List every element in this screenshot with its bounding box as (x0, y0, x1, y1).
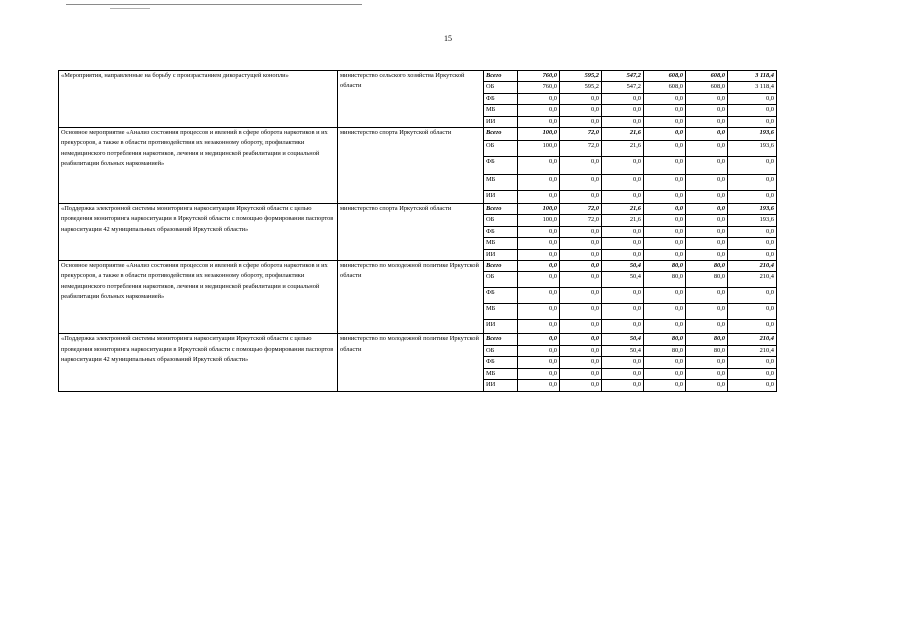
executor-cell (338, 204, 484, 261)
year-value: 0,0 (686, 116, 728, 127)
total-value: 0,0 (728, 249, 777, 260)
year-value: 0,0 (518, 105, 560, 116)
year-value: 547,2 (602, 71, 644, 82)
activity-name-cell (59, 204, 338, 261)
year-value: 0,0 (644, 204, 686, 215)
funding-source: ОБ (484, 272, 518, 288)
year-value: 0,0 (686, 380, 728, 391)
year-value: 21,6 (602, 204, 644, 215)
year-value: 0,0 (644, 288, 686, 304)
funding-source: ФБ (484, 93, 518, 104)
year-value: 0,0 (602, 304, 644, 320)
total-value: 210,4 (728, 261, 777, 272)
year-value: 0,0 (518, 226, 560, 237)
funding-source: ФБ (484, 226, 518, 237)
year-value: 0,0 (602, 105, 644, 116)
year-value: 50,4 (602, 261, 644, 272)
year-value: 0,0 (602, 288, 644, 304)
total-value: 0,0 (728, 320, 777, 334)
year-value: 0,0 (518, 175, 560, 191)
year-value: 0,0 (602, 380, 644, 391)
year-value: 0,0 (518, 357, 560, 368)
year-value: 0,0 (644, 215, 686, 226)
activity-name: «Поддержка электронной системы мониторинга наркоситуации Иркутской области с целью проведения мониторинга наркоситуации в Иркутской области с помощью формирования паспортов наркоситуации 42 муниципальных образований Иркутской области» (61, 205, 334, 233)
total-value: 193,6 (728, 215, 777, 226)
year-value: 0,0 (518, 320, 560, 334)
funding-source: ИИ (484, 116, 518, 127)
year-value: 0,0 (602, 357, 644, 368)
funding-source: Всего (484, 128, 518, 141)
executor-cell (338, 334, 484, 391)
year-value: 0,0 (644, 226, 686, 237)
year-value: 80,0 (686, 345, 728, 356)
year-value: 0,0 (518, 261, 560, 272)
year-value: 0,0 (602, 226, 644, 237)
funding-source: Всего (484, 71, 518, 82)
year-value: 0,0 (602, 191, 644, 204)
year-value: 0,0 (686, 249, 728, 260)
year-value: 0,0 (686, 288, 728, 304)
year-value: 0,0 (686, 175, 728, 191)
year-value: 0,0 (518, 304, 560, 320)
year-value: 0,0 (560, 175, 602, 191)
activity-name-cell (59, 261, 338, 334)
funding-source: ОБ (484, 215, 518, 226)
year-value: 0,0 (518, 249, 560, 260)
year-value: 0,0 (560, 157, 602, 175)
year-value: 0,0 (644, 175, 686, 191)
funding-source: ФБ (484, 288, 518, 304)
total-value: 0,0 (728, 226, 777, 237)
funding-source: ИИ (484, 320, 518, 334)
year-value: 80,0 (686, 261, 728, 272)
year-value: 0,0 (560, 380, 602, 391)
year-value: 80,0 (644, 261, 686, 272)
funding-source: МБ (484, 238, 518, 249)
year-value: 0,0 (518, 380, 560, 391)
year-value: 0,0 (686, 238, 728, 249)
year-value: 0,0 (560, 368, 602, 379)
year-value: 0,0 (644, 368, 686, 379)
year-value: 0,0 (560, 357, 602, 368)
year-value: 100,0 (518, 204, 560, 215)
year-value: 547,2 (602, 82, 644, 93)
year-value: 50,4 (602, 334, 644, 345)
year-value: 21,6 (602, 128, 644, 141)
year-value: 50,4 (602, 345, 644, 356)
year-value: 72,0 (560, 204, 602, 215)
total-value: 0,0 (728, 304, 777, 320)
executor-name: министерство по молодежной политике Иркутской области (340, 262, 479, 280)
year-value: 80,0 (644, 345, 686, 356)
year-value: 0,0 (518, 368, 560, 379)
funding-source: ОБ (484, 82, 518, 93)
year-value: 80,0 (686, 272, 728, 288)
year-value: 0,0 (560, 334, 602, 345)
year-value: 0,0 (686, 191, 728, 204)
executor-name: министерство по молодежной политике Иркутской области (340, 335, 479, 353)
table-row-total (59, 204, 777, 215)
total-value: 0,0 (728, 105, 777, 116)
year-value: 0,0 (644, 141, 686, 157)
year-value: 0,0 (686, 105, 728, 116)
funding-source: МБ (484, 304, 518, 320)
year-value: 0,0 (644, 116, 686, 127)
table-row-total (59, 71, 777, 82)
year-value: 0,0 (560, 288, 602, 304)
year-value: 0,0 (644, 320, 686, 334)
year-value: 0,0 (560, 304, 602, 320)
year-value: 0,0 (686, 157, 728, 175)
year-value: 595,2 (560, 82, 602, 93)
year-value: 80,0 (686, 334, 728, 345)
year-value: 0,0 (602, 116, 644, 127)
year-value: 0,0 (686, 204, 728, 215)
total-value: 0,0 (728, 357, 777, 368)
year-value: 0,0 (518, 238, 560, 249)
funding-source: ФБ (484, 157, 518, 175)
activity-name: Основное мероприятие «Анализ состояния процессов и явлений в сфере оборота наркотиков и их прекурсоров, а также в области противодействия их незаконному обороту, профилактики немедицинского потребления наркотиков, лечения и медицинской реабилитации и социальной реабилитации больных наркоманией» (61, 129, 328, 168)
year-value: 0,0 (686, 141, 728, 157)
year-value: 0,0 (518, 345, 560, 356)
total-value: 0,0 (728, 116, 777, 127)
total-value: 0,0 (728, 238, 777, 249)
year-value: 0,0 (560, 345, 602, 356)
funding-source: МБ (484, 175, 518, 191)
year-value: 100,0 (518, 215, 560, 226)
year-value: 0,0 (644, 105, 686, 116)
total-value: 193,6 (728, 141, 777, 157)
year-value: 608,0 (644, 82, 686, 93)
table-row-total (59, 334, 777, 345)
year-value: 0,0 (560, 261, 602, 272)
year-value: 0,0 (686, 226, 728, 237)
year-value: 608,0 (644, 71, 686, 82)
year-value: 72,0 (560, 141, 602, 157)
year-value: 0,0 (560, 116, 602, 127)
year-value: 50,4 (602, 272, 644, 288)
year-value: 0,0 (644, 93, 686, 104)
funding-source: Всего (484, 334, 518, 345)
total-value: 0,0 (728, 191, 777, 204)
activity-name-cell (59, 334, 338, 391)
year-value: 0,0 (602, 238, 644, 249)
year-value: 72,0 (560, 128, 602, 141)
year-value: 0,0 (644, 191, 686, 204)
year-value: 0,0 (518, 93, 560, 104)
year-value: 0,0 (518, 116, 560, 127)
year-value: 595,2 (560, 71, 602, 82)
total-value: 193,6 (728, 204, 777, 215)
year-value: 0,0 (518, 288, 560, 304)
year-value: 21,6 (602, 215, 644, 226)
year-value: 0,0 (560, 249, 602, 260)
activity-name: «Мероприятия, направленные на борьбу с произрастанием дикорастущей конопли» (61, 72, 289, 79)
year-value: 0,0 (560, 105, 602, 116)
year-value: 0,0 (560, 272, 602, 288)
year-value: 0,0 (686, 128, 728, 141)
year-value: 0,0 (686, 368, 728, 379)
total-value: 210,4 (728, 334, 777, 345)
total-value: 0,0 (728, 380, 777, 391)
year-value: 0,0 (686, 357, 728, 368)
funding-source: Всего (484, 261, 518, 272)
year-value: 0,0 (518, 157, 560, 175)
activity-name-cell (59, 71, 338, 128)
total-value: 3 118,4 (728, 82, 777, 93)
year-value: 0,0 (602, 368, 644, 379)
funding-source: Всего (484, 204, 518, 215)
year-value: 0,0 (644, 380, 686, 391)
year-value: 0,0 (644, 249, 686, 260)
year-value: 21,6 (602, 141, 644, 157)
funding-source: ОБ (484, 141, 518, 157)
executor-cell (338, 261, 484, 334)
year-value: 0,0 (644, 128, 686, 141)
year-value: 0,0 (686, 304, 728, 320)
year-value: 608,0 (686, 82, 728, 93)
year-value: 80,0 (644, 334, 686, 345)
year-value: 0,0 (602, 93, 644, 104)
funding-source: ФБ (484, 357, 518, 368)
year-value: 760,0 (518, 71, 560, 82)
year-value: 0,0 (518, 272, 560, 288)
year-value: 0,0 (602, 175, 644, 191)
year-value: 608,0 (686, 71, 728, 82)
year-value: 760,0 (518, 82, 560, 93)
year-value: 72,0 (560, 215, 602, 226)
executor-name: министерство сельского хозяйства Иркутской области (340, 72, 465, 90)
year-value: 0,0 (686, 215, 728, 226)
activity-name: Основное мероприятие «Анализ состояния процессов и явлений в сфере оборота наркотиков и их прекурсоров, а также в области противодействия их незаконному обороту, профилактики немедицинского потребления наркотиков, лечения и медицинской реабилитации и социальной реабилитации больных наркоманией» (61, 262, 328, 301)
funding-table (58, 70, 777, 392)
total-value: 0,0 (728, 157, 777, 175)
year-value: 0,0 (602, 157, 644, 175)
executor-name: министерство спорта Иркутской области (340, 129, 452, 137)
year-value: 0,0 (686, 93, 728, 104)
funding-table-body (59, 71, 777, 392)
activity-name: «Поддержка электронной системы мониторинга наркоситуации Иркутской области с целью проведения мониторинга наркоситуации в Иркутской области с помощью формирования паспортов наркоситуации 42 муниципальных образований Иркутской области» (61, 335, 334, 364)
activity-name-cell (59, 128, 338, 204)
year-value: 0,0 (602, 249, 644, 260)
table-row-total (59, 128, 777, 141)
executor-cell (338, 71, 484, 128)
total-value: 210,4 (728, 345, 777, 356)
year-value: 0,0 (560, 93, 602, 104)
executor-name: министерство спорта Иркутской области (340, 205, 452, 213)
funding-source: МБ (484, 368, 518, 379)
year-value: 0,0 (644, 304, 686, 320)
funding-source: ИИ (484, 380, 518, 391)
funding-source: ОБ (484, 345, 518, 356)
year-value: 0,0 (602, 320, 644, 334)
year-value: 0,0 (644, 238, 686, 249)
total-value: 193,6 (728, 128, 777, 141)
year-value: 0,0 (560, 320, 602, 334)
year-value: 80,0 (644, 272, 686, 288)
total-value: 0,0 (728, 368, 777, 379)
scan-artifact-line (66, 4, 362, 5)
year-value: 100,0 (518, 128, 560, 141)
table-row-total (59, 261, 777, 272)
total-value: 3 118,4 (728, 71, 777, 82)
year-value: 100,0 (518, 141, 560, 157)
year-value: 0,0 (644, 357, 686, 368)
scan-artifact-line (110, 8, 150, 9)
year-value: 0,0 (560, 238, 602, 249)
year-value: 0,0 (686, 320, 728, 334)
year-value: 0,0 (518, 191, 560, 204)
year-value: 0,0 (518, 334, 560, 345)
funding-source: ИИ (484, 249, 518, 260)
year-value: 0,0 (644, 157, 686, 175)
executor-cell (338, 128, 484, 204)
total-value: 210,4 (728, 272, 777, 288)
year-value: 0,0 (560, 226, 602, 237)
funding-source: МБ (484, 105, 518, 116)
total-value: 0,0 (728, 93, 777, 104)
funding-source: ИИ (484, 191, 518, 204)
total-value: 0,0 (728, 288, 777, 304)
total-value: 0,0 (728, 175, 777, 191)
page-number: 15 (444, 34, 452, 43)
year-value: 0,0 (560, 191, 602, 204)
